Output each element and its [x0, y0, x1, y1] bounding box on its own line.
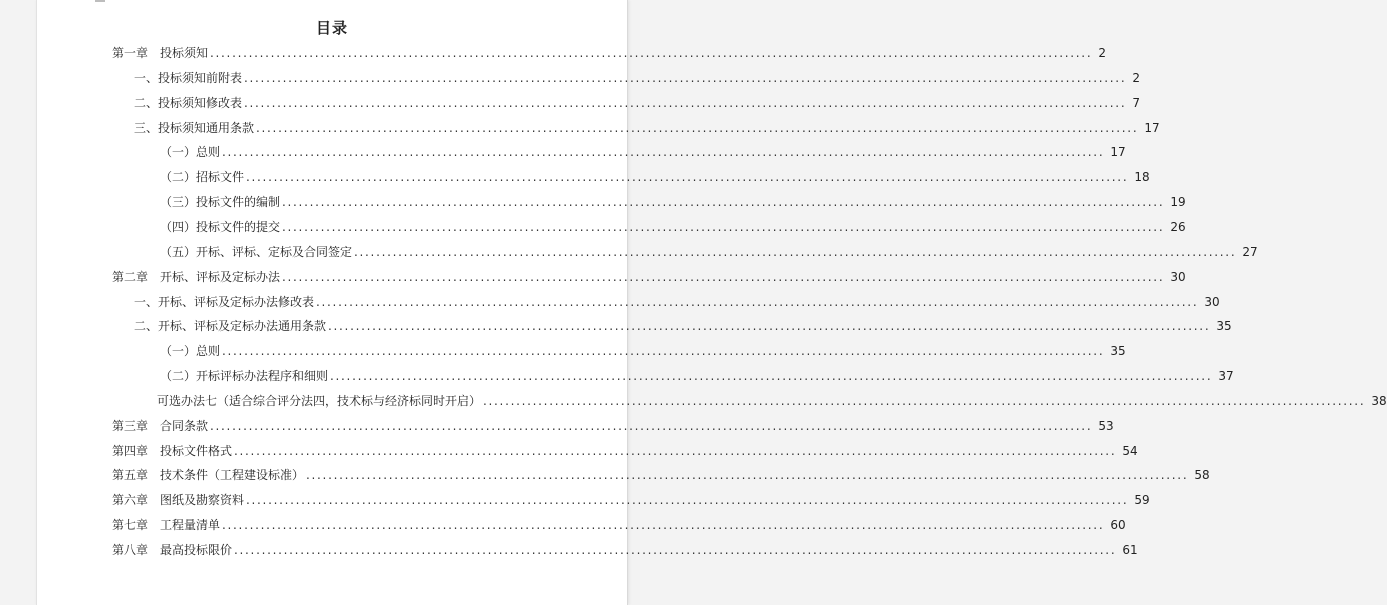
toc-entry-label: （一）总则: [160, 344, 221, 359]
toc-entry-label: （三）投标文件的编制: [160, 195, 281, 210]
toc-entry[interactable]: [134, 120, 1160, 136]
toc-dot-leader: ................................................................................................................................................................: [354, 244, 1237, 259]
toc-entry[interactable]: [160, 144, 1126, 160]
toc-entry-label: 第二章 开标、评标及定标办法: [112, 269, 281, 284]
toc-entry-page-number: 7: [1132, 95, 1140, 110]
toc-entry-page-number: 19: [1170, 195, 1186, 210]
toc-dot-leader: ................................................................................................................................................................: [222, 145, 1105, 160]
toc-entry[interactable]: [112, 418, 1114, 434]
toc-entry[interactable]: [160, 169, 1150, 185]
toc-entry-label: 可选办法七（适合综合评分法四，技术标与经济标同时开启）: [157, 393, 482, 408]
toc-dot-leader: ................................................................................................................................................................: [282, 219, 1165, 234]
toc-dot-leader: ................................................................................................................................................................: [328, 319, 1211, 334]
toc-dot-leader: ................................................................................................................................................................: [330, 369, 1213, 384]
toc-entry-page-number: 26: [1170, 219, 1186, 234]
toc-entry-label: 第四章 投标文件格式: [112, 443, 233, 458]
toc-entry-page-number: 17: [1110, 145, 1126, 160]
toc-dot-leader: ................................................................................................................................................................: [246, 170, 1129, 185]
toc-entry[interactable]: [112, 45, 1106, 61]
toc-entry-page-number: 59: [1134, 493, 1150, 508]
toc-dot-leader: ................................................................................................................................................................: [316, 294, 1199, 309]
toc-entry[interactable]: [160, 244, 1258, 260]
toc-entry-label: （五）开标、评标、定标及合同签定: [160, 244, 353, 259]
toc-entry-label: 一、开标、评标及定标办法修改表: [134, 294, 315, 309]
toc-entry-label: 二、投标须知修改表: [134, 95, 243, 110]
page-corner-mark: [95, 0, 105, 2]
toc-entry[interactable]: [134, 95, 1140, 111]
toc-dot-leader: ................................................................................................................................................................: [282, 195, 1165, 210]
toc-dot-leader: ................................................................................................................................................................: [244, 95, 1127, 110]
toc-entry-label: 第六章 图纸及勘察资料: [112, 493, 245, 508]
toc-entry-page-number: 38: [1371, 393, 1387, 408]
toc-entry[interactable]: [157, 393, 1387, 409]
toc-dot-leader: ................................................................................................................................................................: [483, 393, 1366, 408]
toc-entry-page-number: 37: [1218, 369, 1234, 384]
toc-entry-page-number: 2: [1132, 70, 1140, 85]
toc-dot-leader: ................................................................................................................................................................: [222, 518, 1105, 533]
toc-dot-leader: ................................................................................................................................................................: [234, 443, 1117, 458]
toc-entry[interactable]: [112, 467, 1210, 483]
toc-entry-label: 第七章 工程量清单: [112, 518, 221, 533]
toc-entry-page-number: 17: [1144, 120, 1160, 135]
toc-entry-label: （二）招标文件: [160, 170, 245, 185]
toc-entry-page-number: 53: [1098, 418, 1114, 433]
toc-entry-label: 二、开标、评标及定标办法通用条款: [134, 319, 327, 334]
toc-dot-leader: ................................................................................................................................................................: [244, 70, 1127, 85]
toc-entry-label: 第三章 合同条款: [112, 418, 209, 433]
toc-entry[interactable]: [134, 294, 1220, 310]
toc-entry-label: 第一章 投标须知: [112, 46, 209, 60]
toc-entry-label: （二）开标评标办法程序和细则: [160, 369, 329, 384]
toc-entry-page-number: 58: [1194, 468, 1210, 483]
toc-entry[interactable]: [134, 70, 1140, 86]
toc-entry[interactable]: [160, 368, 1234, 384]
toc-dot-leader: ................................................................................................................................................................: [234, 543, 1117, 557]
toc-entry-label: 一、投标须知前附表: [134, 70, 243, 85]
toc-entry-page-number: 27: [1242, 244, 1258, 259]
toc-entry-label: 第五章 技术条件（工程建设标准）: [112, 468, 305, 483]
toc-entry[interactable]: [112, 517, 1126, 533]
toc-entry-page-number: 60: [1110, 518, 1126, 533]
toc-entry-page-number: 61: [1122, 543, 1138, 557]
toc-dot-leader: ................................................................................................................................................................: [256, 120, 1139, 135]
toc-entry-page-number: 30: [1204, 294, 1220, 309]
toc-entry[interactable]: [160, 194, 1186, 210]
toc-entry-label: （四）投标文件的提交: [160, 219, 281, 234]
toc-entry-label: 三、投标须知通用条款: [134, 120, 255, 135]
toc-entry-page-number: 30: [1170, 269, 1186, 284]
toc-dot-leader: ................................................................................................................................................................: [246, 493, 1129, 508]
toc-dot-leader: ................................................................................................................................................................: [210, 46, 1093, 60]
toc-entry-label: （一）总则: [160, 145, 221, 160]
page-title: 目录: [315, 19, 348, 37]
document-page: [36, 0, 1387, 605]
toc-entry-page-number: 35: [1216, 319, 1232, 334]
toc-dot-leader: ................................................................................................................................................................: [306, 468, 1189, 483]
toc-entry[interactable]: [160, 219, 1186, 235]
toc-entry[interactable]: [112, 269, 1186, 285]
toc-entry[interactable]: [112, 443, 1138, 459]
toc-dot-leader: ................................................................................................................................................................: [210, 418, 1093, 433]
toc-entry-page-number: 54: [1122, 443, 1138, 458]
toc-entry[interactable]: [134, 318, 1232, 334]
toc-entry-page-number: 18: [1134, 170, 1150, 185]
toc-entry-page-number: 2: [1098, 46, 1106, 60]
toc-entry[interactable]: [112, 542, 1138, 558]
toc-entry-page-number: 35: [1110, 344, 1126, 359]
toc-entry[interactable]: [112, 492, 1150, 508]
toc-entry-label: 第八章 最高投标限价: [112, 543, 233, 557]
toc-dot-leader: ................................................................................................................................................................: [282, 269, 1165, 284]
toc-dot-leader: ................................................................................................................................................................: [222, 344, 1105, 359]
toc-entry[interactable]: [160, 343, 1126, 359]
